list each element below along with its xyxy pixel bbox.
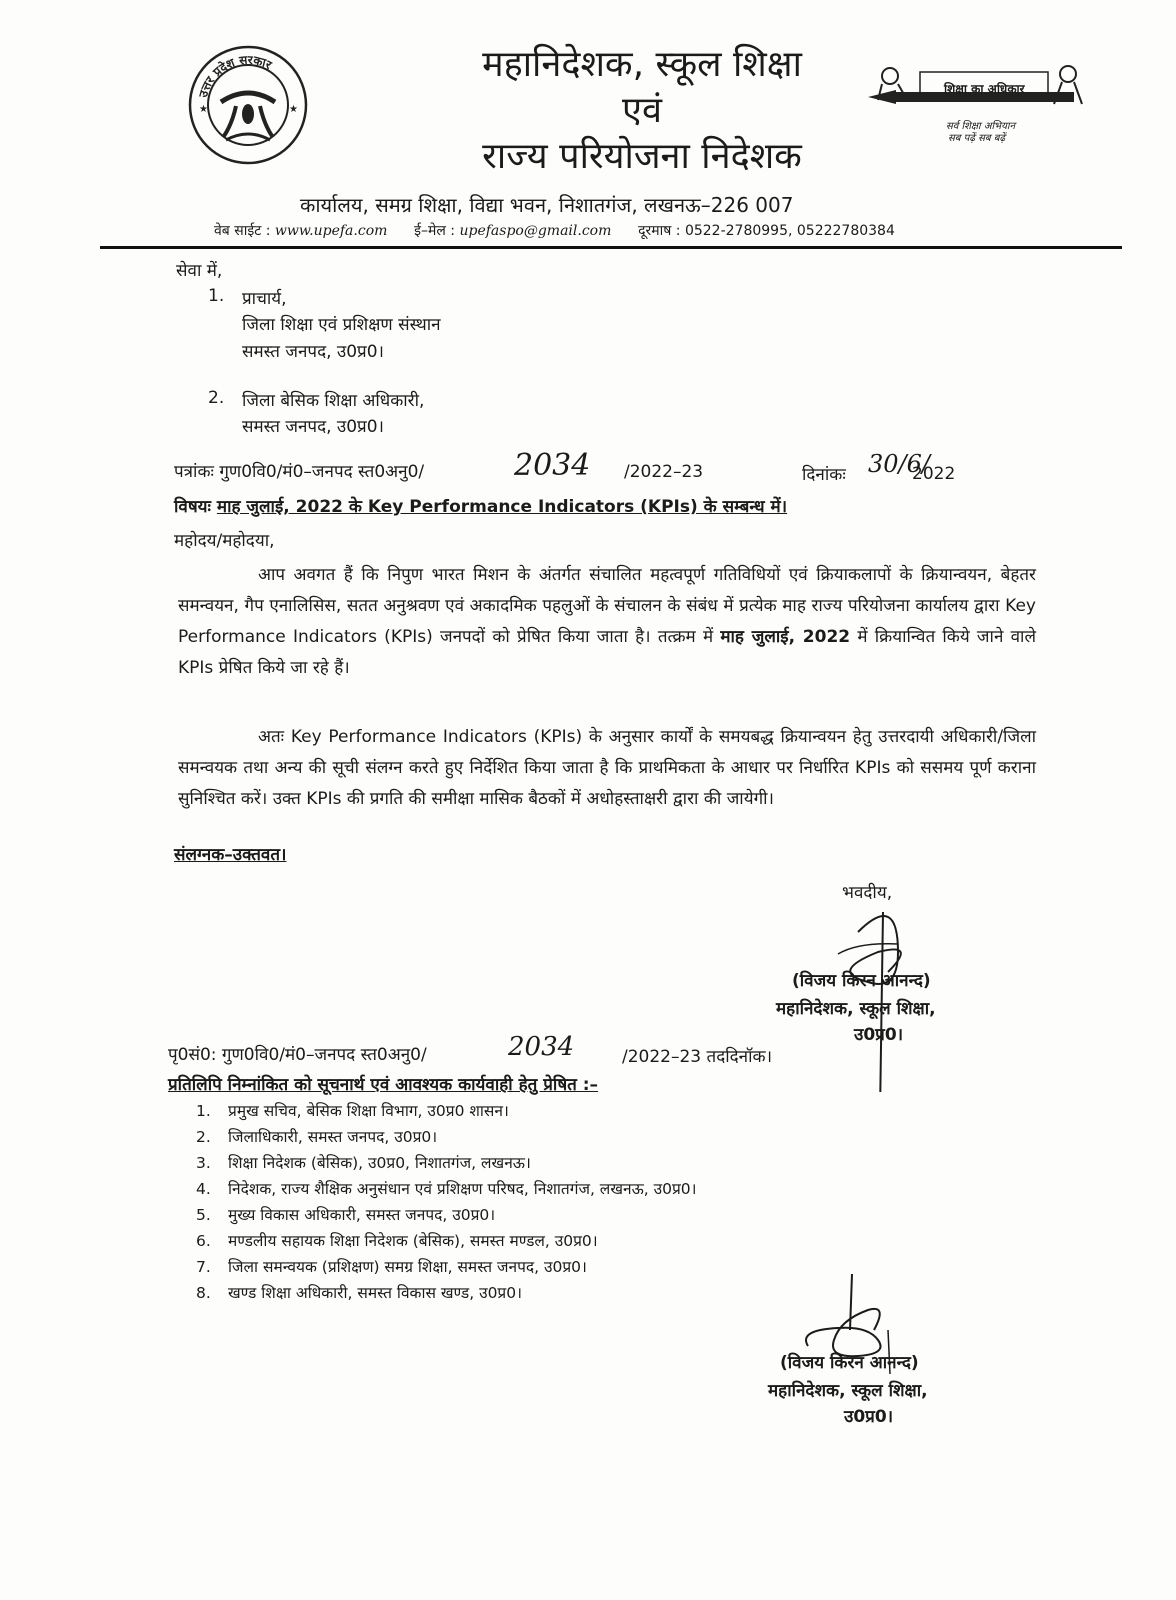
date-handwritten: 30/6/ bbox=[868, 450, 930, 478]
list-item: 4. निदेशक, राज्य शैक्षिक अनुसंधान एवं प्रशिक्षण परिषद, निशातगंज, लखनऊ, उ0प्र0। bbox=[196, 1180, 697, 1198]
body-paragraph-1 bbox=[178, 560, 1036, 684]
phone-number: 0522-2780995, 05222780384 bbox=[684, 223, 895, 239]
header-title-line3: राज्य परियोजना निदेशक bbox=[482, 136, 802, 177]
list-item: 8. खण्ड शिक्षा अधिकारी, समस्त विकास खण्ड, उ0प्र0। bbox=[196, 1284, 522, 1302]
letter-ref-label: पत्रांकः गुण0वि0/मं0–जनपद स्त0अनु0/ bbox=[174, 462, 425, 482]
salutation: महोदय/महोदया, bbox=[174, 531, 275, 551]
recipient2-line1: जिला बेसिक शिक्षा अधिकारी, bbox=[242, 391, 425, 411]
recipient2-line2: समस्त जनपद, उ0प्र0। bbox=[242, 417, 384, 437]
to-label: सेवा में, bbox=[176, 261, 223, 281]
list-item: 5. मुख्य विकास अधिकारी, समस्त जनपद, उ0प्र0। bbox=[196, 1206, 496, 1224]
recipient1-line2: जिला शिक्षा एवं प्रशिक्षण संस्थान bbox=[242, 315, 441, 335]
emblem-text: उत्तर प्रदेश सरकार bbox=[195, 52, 274, 99]
signatory1-state: उ0प्र0। bbox=[854, 1025, 904, 1045]
list-item: 3. शिक्षा निदेशक (बेसिक), उ0प्र0, निशातगंज, लखनऊ। bbox=[196, 1154, 531, 1172]
closing-bhavdiya: भवदीय, bbox=[842, 883, 893, 903]
list-item: 6. मण्डलीय सहायक शिक्षा निदेशक (बेसिक), समस्त मण्डल, उ0प्र0। bbox=[196, 1232, 598, 1250]
copy-heading: प्रतिलिपि निम्नांकित को सूचनार्थ एवं आवश्यक कार्यवाही हेतु प्रेषित :– bbox=[168, 1075, 599, 1095]
email-link[interactable]: upefaspo@gmail.com bbox=[459, 223, 612, 239]
logo-tagline-1: सर्व शिक्षा अभियान bbox=[946, 121, 1016, 132]
letter-ref-number: 2034 bbox=[514, 448, 591, 483]
subject-label: विषयः bbox=[174, 497, 211, 517]
signatory1-designation: महानिदेशक, स्कूल शिक्षा, bbox=[776, 999, 936, 1019]
phone-label: दूरमाष : bbox=[638, 223, 681, 239]
recipient1-number: 1. bbox=[208, 286, 225, 306]
email-label: ई–मेल : bbox=[414, 223, 456, 239]
para1-bold-month: माह जुलाई, 2022 bbox=[720, 627, 851, 647]
list-item: 1. प्रमुख सचिव, बेसिक शिक्षा विभाग, उ0प्र0 शासन। bbox=[196, 1102, 509, 1120]
website-label: वेब साईट : bbox=[214, 223, 271, 239]
handwritten-signature-1 bbox=[748, 892, 1108, 1092]
signatory2-designation: महानिदेशक, स्कूल शिक्षा, bbox=[768, 1381, 928, 1401]
signatory2-state: उ0प्र0। bbox=[844, 1407, 894, 1427]
para2-text: अतः Key Performance Indicators (KPIs) के अनुसार कार्यों के समयबद्ध क्रियान्वयन हेतु उत्तरदायी अधिकारी/जिला समन्वयक तथा अन्य की सूची संलग्न करते हुए निर्देशित किया जाता है कि प्राथमिकता के आधार पर निर्धारित KPIs को ससमय पूर्ण कराना सुनिश्चित करें। उक्त KPIs की प्रगति की समीक्षा मासिक बैठकों में अधोहस्ताक्षरी द्वारा की जायेगी। bbox=[178, 727, 1036, 809]
header-title-line1: महानिदेशक, स्कूल शिक्षा bbox=[482, 44, 802, 85]
website-link[interactable]: www.upefa.com bbox=[274, 223, 388, 239]
recipient1-line3: समस्त जनपद, उ0प्र0। bbox=[242, 342, 384, 362]
date-label: दिनांकः bbox=[802, 465, 846, 485]
subject-text: माह जुलाई, 2022 के Key Performance Indicators (KPIs) के सम्बन्ध में। bbox=[216, 497, 788, 517]
list-item: 7. जिला समन्वयक (प्रशिक्षण) समग्र शिक्षा, समस्त जनपद, उ0प्र0। bbox=[196, 1258, 587, 1276]
date-year: 2022 bbox=[912, 464, 956, 484]
subject-line bbox=[174, 494, 787, 517]
recipient2-number: 2. bbox=[208, 388, 225, 408]
body-paragraph-2 bbox=[178, 722, 1036, 815]
logo-tagline-2: सब पढ़ें सब बढ़ें bbox=[948, 133, 1006, 144]
svg-text:★: ★ bbox=[199, 104, 208, 115]
office-address: कार्यालय, समग्र शिक्षा, विद्या भवन, निशातगंज, लखनऊ–226 007 bbox=[300, 193, 794, 217]
recipient1-line1: प्राचार्य, bbox=[242, 289, 287, 309]
copy-recipient-list bbox=[196, 1098, 697, 1306]
signatory2-name: (विजय किरन आनन्द) bbox=[780, 1353, 919, 1373]
up-government-emblem bbox=[186, 44, 310, 166]
copy-ref-number: 2034 bbox=[508, 1032, 575, 1062]
para1-text-end: में क्रियान्वित किये जाने वाले KPIs प्रेषित किये जा रहे हैं। bbox=[178, 627, 1036, 678]
contact-line bbox=[214, 221, 895, 240]
para1-text-start: आप अवगत हैं कि निपुण भारत मिशन के अंतर्गत संचालित महत्वपूर्ण गतिविधियों एवं क्रियाकलापों के क्रियान्वयन, बेहतर समन्वयन, गैप एनालिसिस, सतत अनुश्रवण एवं अकादमिक पहलुओं के संचालन के संबंध में प्रत्येक माह राज्य परियोजना कार्यालय द्वारा Key Performance Indicators (KPIs) जनपदों को प्रेषित किया जाता है। तत्क्रम में bbox=[178, 565, 1036, 647]
svg-text:★: ★ bbox=[289, 104, 298, 115]
header-divider bbox=[100, 246, 1122, 249]
signatory1-name: (विजय किरन आनन्द) bbox=[792, 971, 931, 991]
header-title-line2: एवं bbox=[622, 90, 662, 131]
list-item: 2. जिलाधिकारी, समस्त जनपद, उ0प्र0। bbox=[196, 1128, 438, 1146]
copy-ref-tail: /2022–23 तददिनॉक। bbox=[622, 1047, 773, 1067]
enclosure-note: संलग्नक–उक्तवत। bbox=[174, 845, 287, 865]
letter-ref-year: /2022–23 bbox=[624, 462, 704, 482]
copy-ref-label: पृ0सं0: गुण0वि0/मं0–जनपद स्त0अनु0/ bbox=[168, 1045, 427, 1065]
logo-brand-text: शिक्षा का अधिकार bbox=[944, 82, 1025, 96]
